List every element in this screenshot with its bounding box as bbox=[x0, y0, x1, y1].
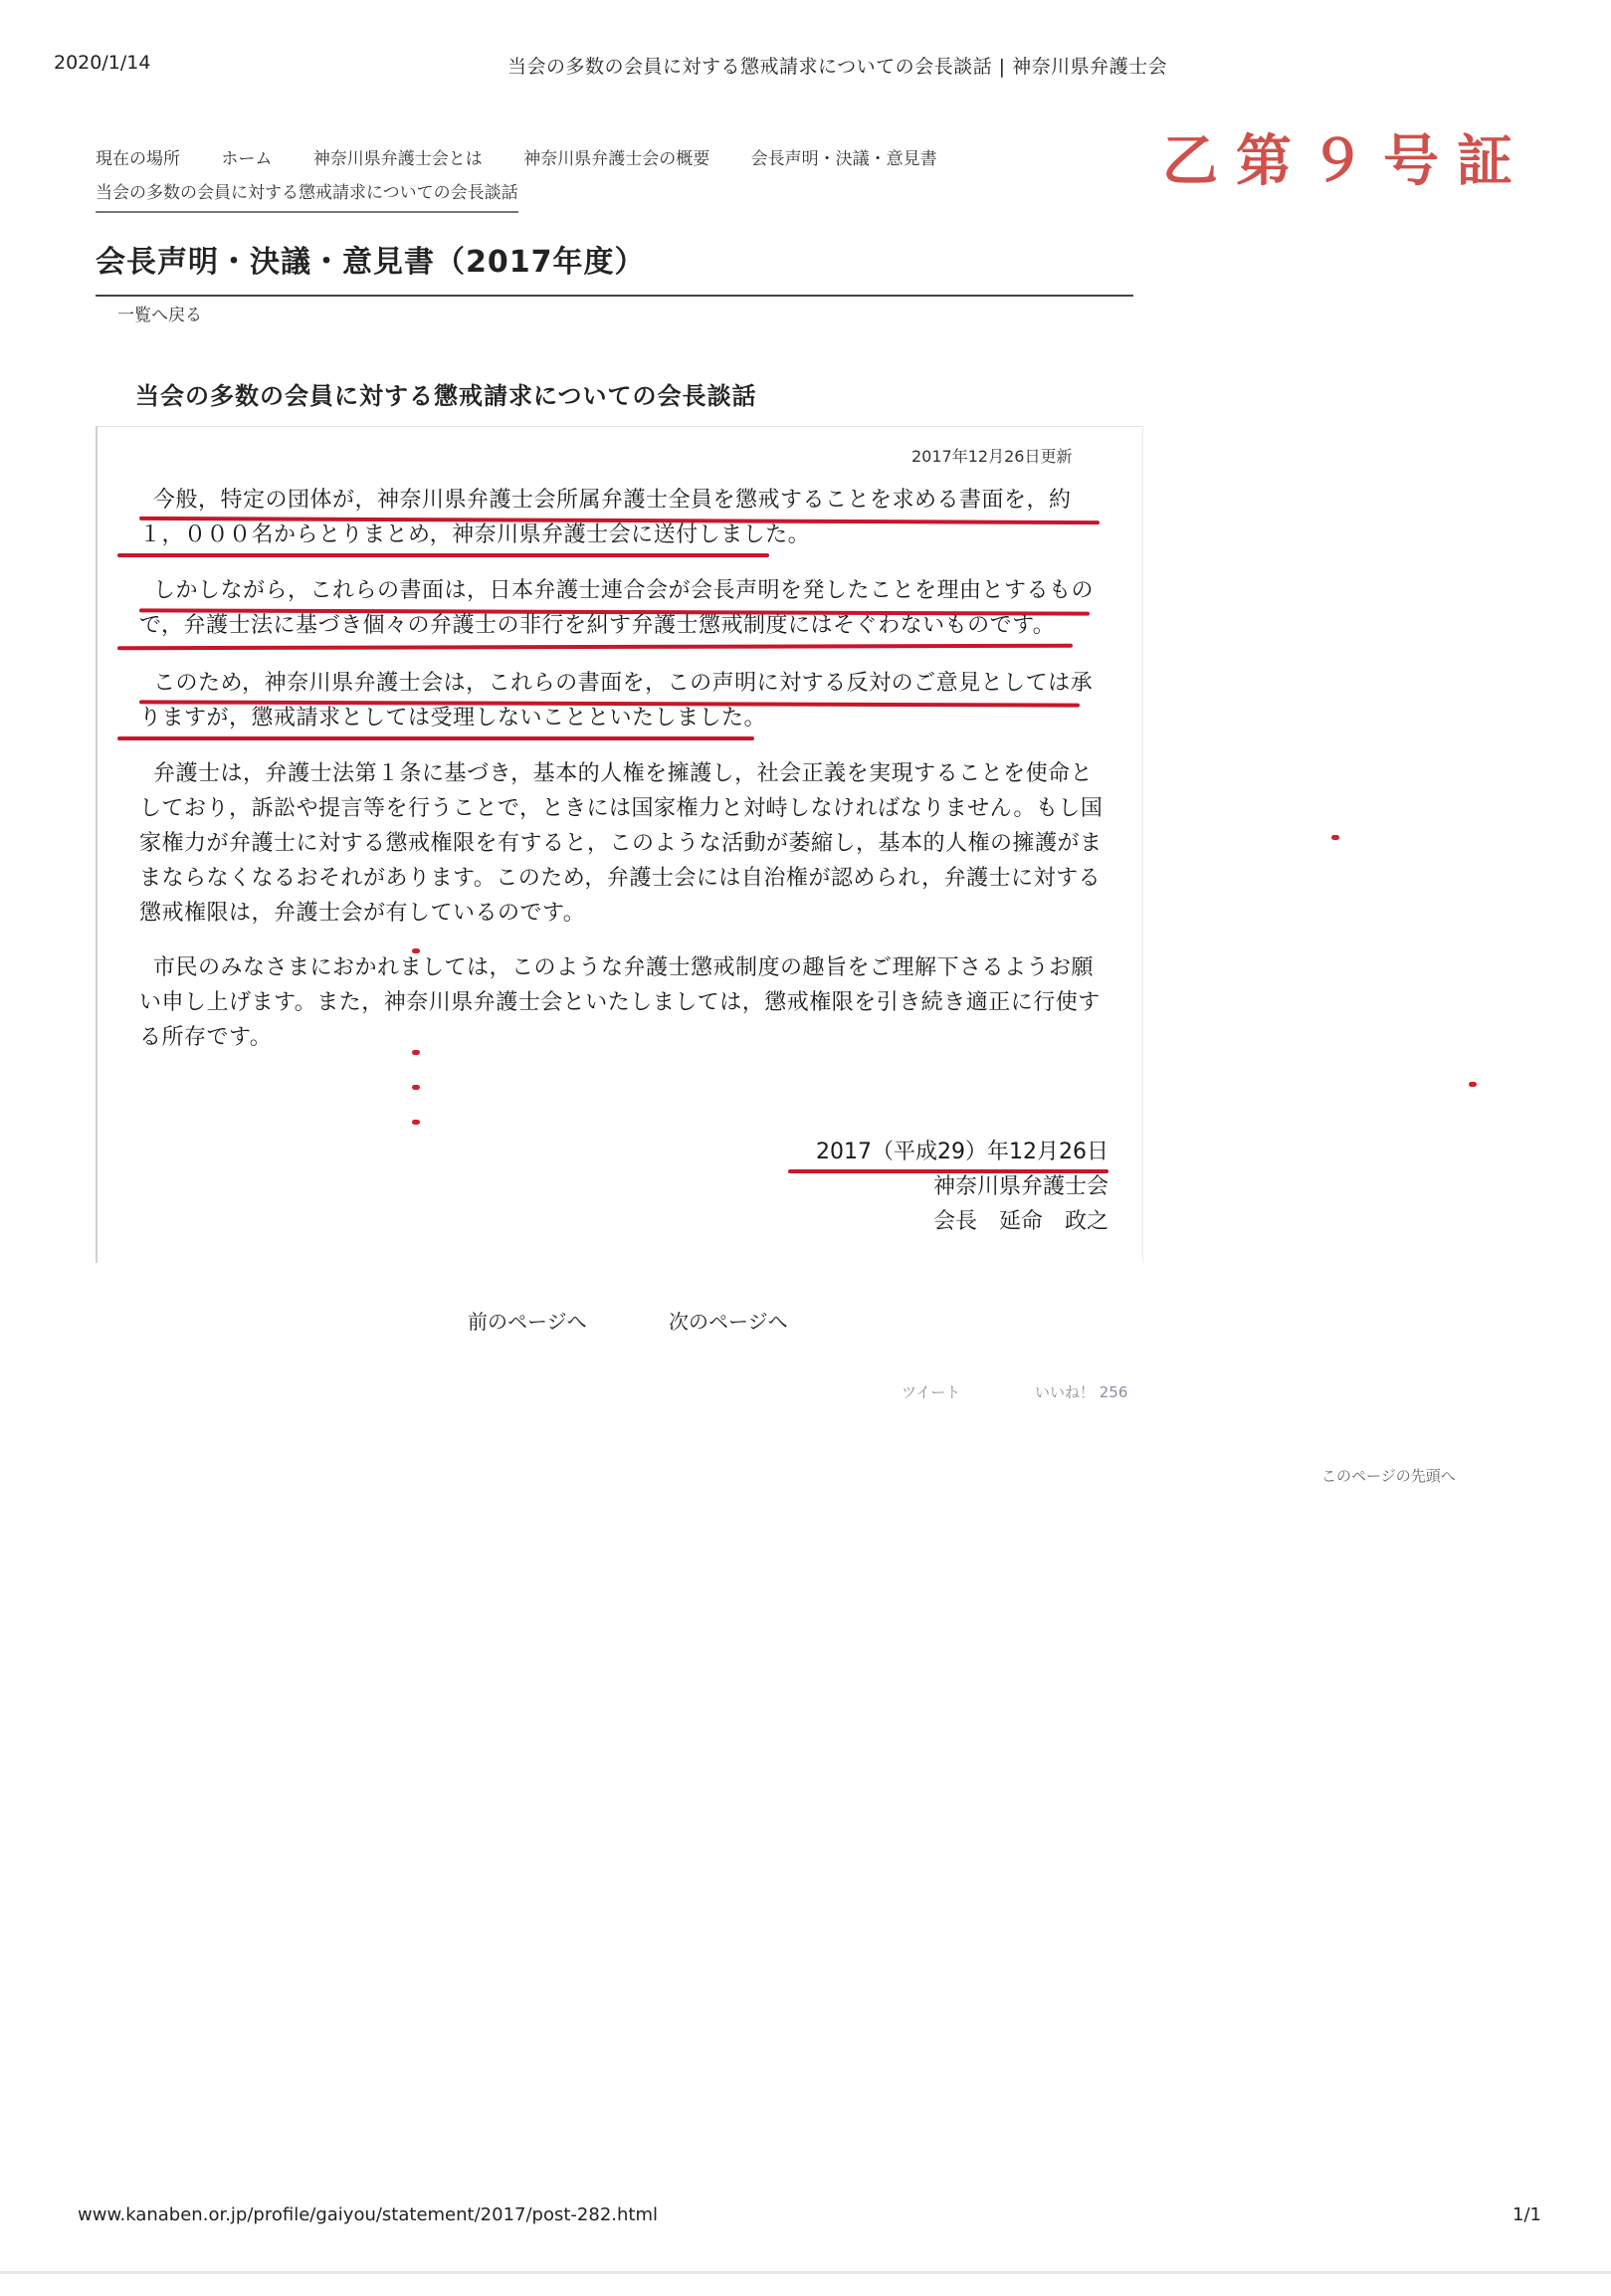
section-heading: 会長声明・決議・意見書（2017年度） bbox=[96, 237, 1133, 297]
signature-date: 2017（平成29）年12月26日 bbox=[816, 1140, 1108, 1164]
like-button[interactable]: いいね！ 256 bbox=[1035, 1383, 1128, 1401]
red-mark-1 bbox=[412, 948, 420, 953]
red-mark-5 bbox=[1331, 835, 1339, 840]
article-title: 当会の多数の会員に対する懲戒請求についての会長談話 bbox=[135, 382, 757, 410]
evidence-stamp: 乙第９号証 bbox=[1162, 128, 1530, 194]
breadcrumb-about[interactable]: 神奈川県弁護士会とは bbox=[312, 149, 483, 169]
paragraph-2-text: しかしながら，これらの書面は，日本弁護士連合会が会長声明を発したことを理由とするもので，弁護士法に基づき個々の弁護士の非行を糾す弁護士懲戒制度にはそぐわないものです。 bbox=[139, 578, 1095, 638]
breadcrumb bbox=[96, 142, 1031, 213]
paragraph-3-text: このため，神奈川県弁護士会は，これらの書面を，この声明に対する反対のご意見としては承りますが，懲戒請求としては受理しないことといたしました。 bbox=[139, 671, 1094, 731]
red-mark-6 bbox=[1469, 1082, 1477, 1087]
breadcrumb-overview[interactable]: 神奈川県弁護士会の概要 bbox=[523, 149, 710, 169]
tweet-button[interactable]: ツイート bbox=[902, 1383, 961, 1401]
print-page-count: 1/1 bbox=[1512, 2204, 1541, 2225]
print-page-title: 当会の多数の会員に対する懲戒請求についての会長談話 | 神奈川県弁護士会 bbox=[507, 56, 1168, 78]
prev-page-link[interactable]: 前のページへ bbox=[468, 1310, 587, 1334]
breadcrumb-label: 現在の場所 bbox=[96, 149, 180, 169]
updated-date: 2017年12月26日更新 bbox=[911, 447, 1073, 466]
paragraph-5-text: 市民のみなさまにおかれましては，このような弁護士懲戒制度の趣旨をご理解下さるようお願い申し上げます。また，神奈川県弁護士会といたしましては，懲戒権限を引き続き適正に行使する所存です。 bbox=[139, 955, 1101, 1050]
print-footer-url: www.kanaben.or.jp/profile/gaiyou/statement/2017/post-282.html bbox=[78, 2204, 658, 2225]
breadcrumb-current[interactable]: 当会の多数の会員に対する懲戒請求についての会長談話 bbox=[96, 176, 518, 213]
back-to-list-link[interactable]: 一覧へ戻る bbox=[117, 306, 202, 325]
signature-organization: 神奈川県弁護士会 bbox=[932, 1174, 1108, 1199]
paragraph-4-text: 弁護士は，弁護士法第１条に基づき，基本的人権を擁護し，社会正義を実現することを使命としており，訴訟や提言等を行うことで，ときには国家権力と対峙しなければなりません。もし国家権力が弁護士に対する懲戒権限を有すると，このような活動が萎縮し，基本的人権の擁護がままならなくなるおそれがあります。このため，弁護士会には自治権が認められ，弁護士に対する懲戒権限は，弁護士会が有しているのです。 bbox=[139, 761, 1104, 926]
page-top-link[interactable]: このページの先頭へ bbox=[1321, 1467, 1456, 1485]
next-page-link[interactable]: 次のページへ bbox=[669, 1310, 788, 1334]
red-underline-3b bbox=[117, 736, 754, 740]
print-date: 2020/1/14 bbox=[54, 52, 151, 74]
paragraph-4 bbox=[139, 756, 1105, 931]
signature-block bbox=[816, 1135, 1108, 1239]
red-mark-4 bbox=[412, 1120, 420, 1125]
red-underline-1b bbox=[117, 553, 769, 557]
breadcrumb-statements[interactable]: 会長声明・決議・意見書 bbox=[750, 149, 937, 169]
red-mark-3 bbox=[412, 1085, 420, 1090]
signature-president: 会長 延命 政之 bbox=[932, 1209, 1108, 1234]
paragraph-5 bbox=[139, 950, 1105, 1055]
breadcrumb-home[interactable]: ホーム bbox=[221, 149, 273, 169]
paragraph-1-text: 今般，特定の団体が，神奈川県弁護士会所属弁護士全員を懲戒することを求める書面を，約１，０００名からとりまとめ，神奈川県弁護士会に送付しました。 bbox=[139, 488, 1072, 547]
red-mark-2 bbox=[412, 1050, 420, 1055]
scan-edge-line bbox=[0, 2271, 1611, 2274]
